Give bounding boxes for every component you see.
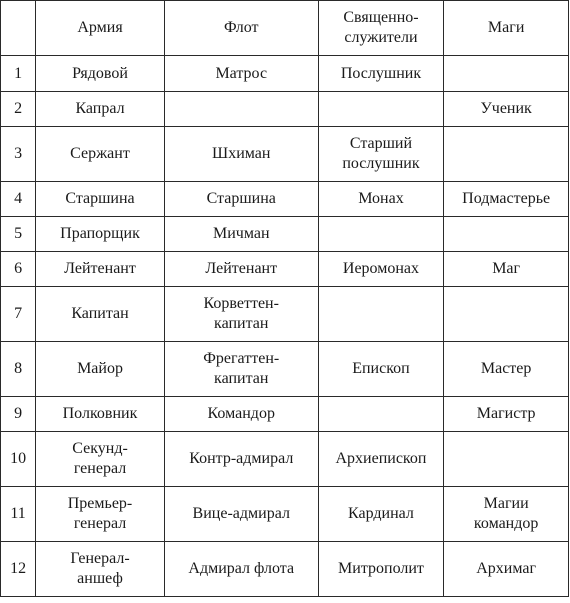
navy-rank-cell: Старшина [164, 182, 318, 217]
navy-rank-cell: Мичман [164, 217, 318, 252]
table-row [1, 56, 569, 92]
rank-number-cell: 1 [1, 56, 36, 92]
navy-rank-cell: Вице-адмирал [164, 487, 318, 542]
navy-rank-cell [164, 92, 318, 127]
rank-number-cell: 3 [1, 127, 36, 182]
army-rank-cell: Майор [36, 342, 165, 397]
navy-rank-cell: Адмирал флота [164, 542, 318, 597]
mage-rank-cell: Магии командор [444, 487, 569, 542]
mage-rank-cell [444, 56, 569, 92]
rank-number-cell: 10 [1, 432, 36, 487]
navy-rank-cell: Корветтен- капитан [164, 287, 318, 342]
clergy-rank-cell: Старший послушник [318, 127, 444, 182]
rank-number-cell: 6 [1, 252, 36, 287]
table-row [1, 542, 569, 597]
table-row [1, 487, 569, 542]
navy-rank-cell: Шхиман [164, 127, 318, 182]
clergy-rank-cell: Епископ [318, 342, 444, 397]
navy-rank-cell: Фрегаттен- капитан [164, 342, 318, 397]
header-cell-navy: Флот [164, 1, 318, 56]
army-rank-cell: Генерал- аншеф [36, 542, 165, 597]
army-rank-cell: Капитан [36, 287, 165, 342]
header-cell-clergy: Священно- служители [318, 1, 444, 56]
mage-rank-cell: Подмастерье [444, 182, 569, 217]
mage-rank-cell: Магистр [444, 397, 569, 432]
header-cell-army: Армия [36, 1, 165, 56]
clergy-rank-cell: Архиепископ [318, 432, 444, 487]
table-row [1, 127, 569, 182]
mage-rank-cell [444, 432, 569, 487]
header-row [1, 1, 569, 56]
army-rank-cell: Капрал [36, 92, 165, 127]
clergy-rank-cell: Кардинал [318, 487, 444, 542]
army-rank-cell: Премьер- генерал [36, 487, 165, 542]
rank-number-cell: 7 [1, 287, 36, 342]
mage-rank-cell: Маг [444, 252, 569, 287]
table-row [1, 252, 569, 287]
army-rank-cell: Старшина [36, 182, 165, 217]
clergy-rank-cell [318, 397, 444, 432]
army-rank-cell: Сержант [36, 127, 165, 182]
army-rank-cell: Лейтенант [36, 252, 165, 287]
navy-rank-cell: Матрос [164, 56, 318, 92]
clergy-rank-cell: Иеромонах [318, 252, 444, 287]
table-row [1, 182, 569, 217]
mage-rank-cell: Архимаг [444, 542, 569, 597]
header-cell-number [1, 1, 36, 56]
rank-number-cell: 11 [1, 487, 36, 542]
rank-number-cell: 12 [1, 542, 36, 597]
rank-number-cell: 8 [1, 342, 36, 397]
table-row [1, 397, 569, 432]
table-row [1, 217, 569, 252]
mage-rank-cell [444, 287, 569, 342]
clergy-rank-cell [318, 92, 444, 127]
header-cell-mages: Маги [444, 1, 569, 56]
table-row [1, 287, 569, 342]
rank-number-cell: 4 [1, 182, 36, 217]
clergy-rank-cell: Послушник [318, 56, 444, 92]
clergy-rank-cell [318, 217, 444, 252]
army-rank-cell: Секунд- генерал [36, 432, 165, 487]
mage-rank-cell: Мастер [444, 342, 569, 397]
table-row [1, 432, 569, 487]
army-rank-cell: Рядовой [36, 56, 165, 92]
mage-rank-cell [444, 127, 569, 182]
clergy-rank-cell: Монах [318, 182, 444, 217]
army-rank-cell: Полковник [36, 397, 165, 432]
clergy-rank-cell: Митрополит [318, 542, 444, 597]
rank-number-cell: 2 [1, 92, 36, 127]
mage-rank-cell: Ученик [444, 92, 569, 127]
navy-rank-cell: Командор [164, 397, 318, 432]
rank-number-cell: 5 [1, 217, 36, 252]
table-row [1, 92, 569, 127]
rank-number-cell: 9 [1, 397, 36, 432]
clergy-rank-cell [318, 287, 444, 342]
mage-rank-cell [444, 217, 569, 252]
navy-rank-cell: Лейтенант [164, 252, 318, 287]
navy-rank-cell: Контр-адмирал [164, 432, 318, 487]
table-row [1, 342, 569, 397]
army-rank-cell: Прапорщик [36, 217, 165, 252]
